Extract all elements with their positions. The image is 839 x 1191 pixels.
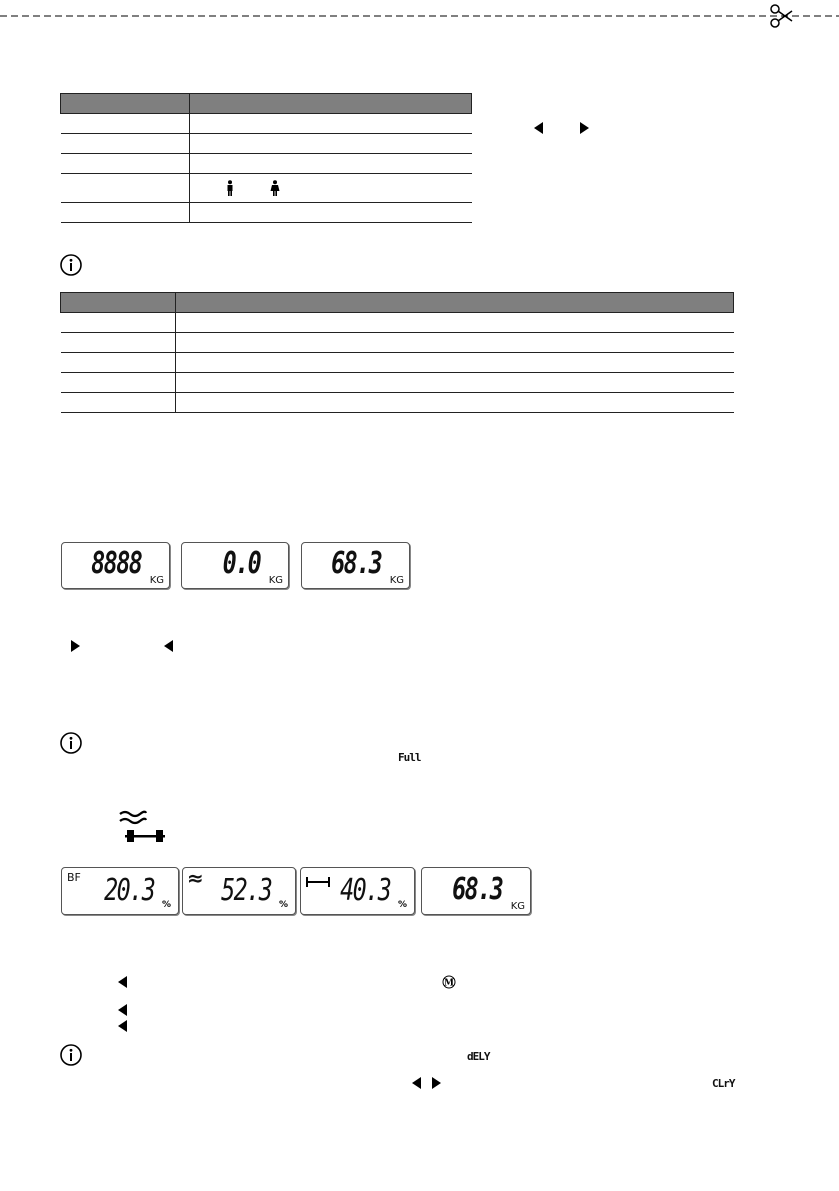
table-row bbox=[61, 134, 472, 154]
lcd-digits: 68.3 bbox=[330, 546, 381, 581]
triangle-right-icon bbox=[432, 1077, 441, 1089]
lcd-word-dely: dELY bbox=[467, 1050, 490, 1063]
lcd-display-body-fat bbox=[61, 867, 179, 915]
triangle-left-icon bbox=[118, 976, 127, 988]
water-wave-icon bbox=[118, 810, 148, 826]
table-row bbox=[61, 313, 734, 333]
female-icon bbox=[270, 180, 280, 196]
triangle-right-icon bbox=[71, 640, 80, 652]
triangle-left-icon bbox=[534, 122, 543, 134]
muscle-bar-icon bbox=[125, 829, 165, 843]
lcd-display-test bbox=[61, 542, 170, 589]
lcd-unit: KG bbox=[389, 575, 404, 586]
info-icon bbox=[60, 1044, 82, 1066]
svg-text:M: M bbox=[444, 978, 454, 989]
lcd-unit: KG bbox=[268, 575, 283, 586]
triangle-left-icon bbox=[412, 1077, 421, 1089]
triangle-left-icon bbox=[118, 1004, 127, 1016]
lcd-word-full: Full bbox=[398, 751, 421, 764]
measurement-table bbox=[60, 292, 734, 413]
lcd-digits: 52.3 bbox=[220, 873, 271, 908]
table-row bbox=[61, 114, 472, 134]
cut-line bbox=[0, 0, 839, 42]
settings-table bbox=[60, 93, 472, 223]
lcd-unit: KG bbox=[510, 901, 525, 912]
table-row bbox=[61, 203, 472, 223]
table-row bbox=[61, 393, 734, 413]
lcd-display-muscle bbox=[300, 867, 415, 915]
lcd-unit: KG bbox=[149, 575, 164, 586]
lcd-digits: 20.3 bbox=[103, 873, 154, 908]
male-icon bbox=[226, 180, 234, 196]
lcd-digits: 68.3 bbox=[451, 872, 502, 907]
triangle-right-icon bbox=[580, 122, 589, 134]
lcd-digits: 8888 bbox=[90, 546, 141, 581]
table-header-row bbox=[61, 293, 734, 313]
lcd-unit: % bbox=[161, 900, 171, 910]
lcd-display-water bbox=[182, 867, 296, 915]
table-row bbox=[61, 353, 734, 373]
lcd-unit: % bbox=[397, 900, 407, 910]
info-icon bbox=[60, 732, 82, 754]
triangle-left-icon bbox=[118, 1020, 127, 1032]
lcd-digits: 40.3 bbox=[339, 873, 390, 908]
lcd-unit: % bbox=[278, 900, 288, 910]
lcd-word-clry: CLrY bbox=[712, 1077, 735, 1090]
lcd-display-weight bbox=[301, 542, 410, 589]
lcd-prefix: ≈ bbox=[187, 866, 204, 890]
lcd-digits: 0.0 bbox=[222, 546, 260, 581]
table-row bbox=[61, 373, 734, 393]
lcd-prefix: BF bbox=[67, 871, 81, 884]
table-row bbox=[61, 154, 472, 174]
table-row bbox=[61, 174, 472, 203]
table-row bbox=[61, 333, 734, 353]
muscle-bar-icon bbox=[306, 877, 330, 887]
lcd-display-weight-final bbox=[421, 867, 531, 915]
table-header-row bbox=[61, 94, 472, 114]
memory-m-icon bbox=[442, 975, 456, 989]
triangle-left-icon bbox=[164, 640, 173, 652]
info-icon bbox=[60, 254, 82, 276]
lcd-display-zero bbox=[181, 542, 289, 589]
